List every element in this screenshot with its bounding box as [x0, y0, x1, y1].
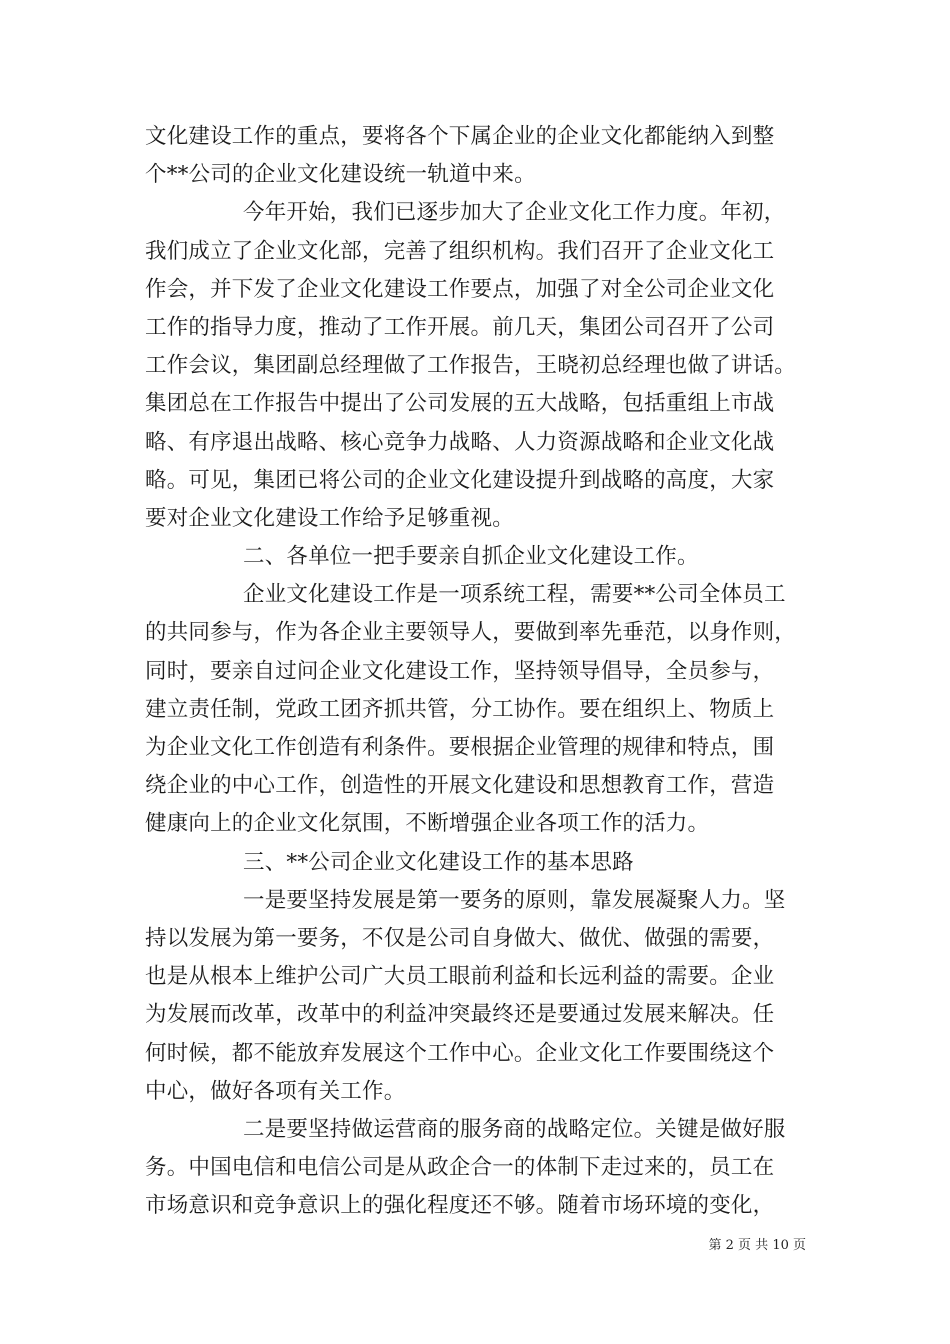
text-line: 略。可见，集团已将公司的企业文化建设提升到战略的高度，大家: [145, 467, 775, 493]
document-body: [145, 118, 825, 1225]
text-line: 文化建设工作的重点，要将各个下属企业的企业文化都能纳入到整: [145, 124, 775, 149]
text-line: 也是从根本上维护公司广大员工眼前利益和长远利益的需要。企业: [145, 964, 775, 990]
text-line: 一是要坚持发展是第一要务的原则，靠发展凝聚人力。坚: [243, 887, 786, 913]
text-line: 要对企业文化建设工作给予足够重视。: [145, 505, 514, 531]
text-line: 工作会议，集团副总经理做了工作报告，王晓初总经理也做了讲话。: [145, 353, 797, 379]
text-line: 健康向上的企业文化氛围，不断增强企业各项工作的活力。: [145, 811, 710, 837]
text-line: 同时，要亲自过问企业文化建设工作，坚持领导倡导，全员参与，: [145, 658, 775, 684]
text-line: 二是要坚持做运营商的服务商的战略定位。关键是做好服: [243, 1116, 786, 1142]
text-line: 企业文化建设工作是一项系统工程，需要**公司全体员工: [243, 582, 786, 608]
text-line: 我们成立了企业文化部，完善了组织机构。我们召开了企业文化工: [145, 238, 775, 264]
text-line: 集团总在工作报告中提出了公司发展的五大战略，包括重组上市战: [145, 391, 775, 417]
page-number-footer: 第 2 页 共 10 页: [708, 1238, 806, 1253]
text-line: 作会，并下发了企业文化建设工作要点，加强了对全公司企业文化: [145, 276, 775, 302]
text-line: 建立责任制，党政工团齐抓共管，分工协作。要在组织上、物质上: [145, 696, 775, 722]
text-line: 何时候，都不能放弃发展这个工作中心。企业文化工作要围绕这个: [145, 1040, 775, 1066]
text-line: 中心，做好各项有关工作。: [145, 1078, 406, 1104]
text-line: 为企业文化工作创造有利条件。要根据企业管理的规律和特点，围: [145, 735, 775, 760]
text-line: 今年开始，我们已逐步加大了企业文化工作力度。年初，: [243, 200, 786, 226]
text-line: 为发展而改革，改革中的利益冲突最终还是要通过发展来解决。任: [145, 1002, 775, 1028]
text-line: 绕企业的中心工作，创造性的开展文化建设和思想教育工作，营造: [145, 773, 775, 799]
text-line: 个**公司的企业文化建设统一轨道中来。: [145, 162, 536, 188]
text-line: 市场意识和竞争意识上的强化程度还不够。随着市场环境的变化，: [145, 1193, 775, 1219]
text-line: 工作的指导力度，推动了工作开展。前几天，集团公司召开了公司: [145, 314, 775, 340]
text-line: 二、各单位一把手要亲自抓企业文化建设工作。: [243, 544, 699, 570]
text-line: 三、**公司企业文化建设工作的基本思路: [243, 849, 634, 875]
text-line: 持以发展为第一要务，不仅是公司自身做大、做优、做强的需要，: [145, 925, 775, 951]
text-line: 略、有序退出战略、核心竞争力战略、人力资源战略和企业文化战: [145, 429, 775, 455]
text-line: 务。中国电信和电信公司是从政企合一的体制下走过来的，员工在: [145, 1155, 775, 1181]
text-line: 的共同参与，作为各企业主要领导人，要做到率先垂范，以身作则，: [145, 620, 797, 646]
